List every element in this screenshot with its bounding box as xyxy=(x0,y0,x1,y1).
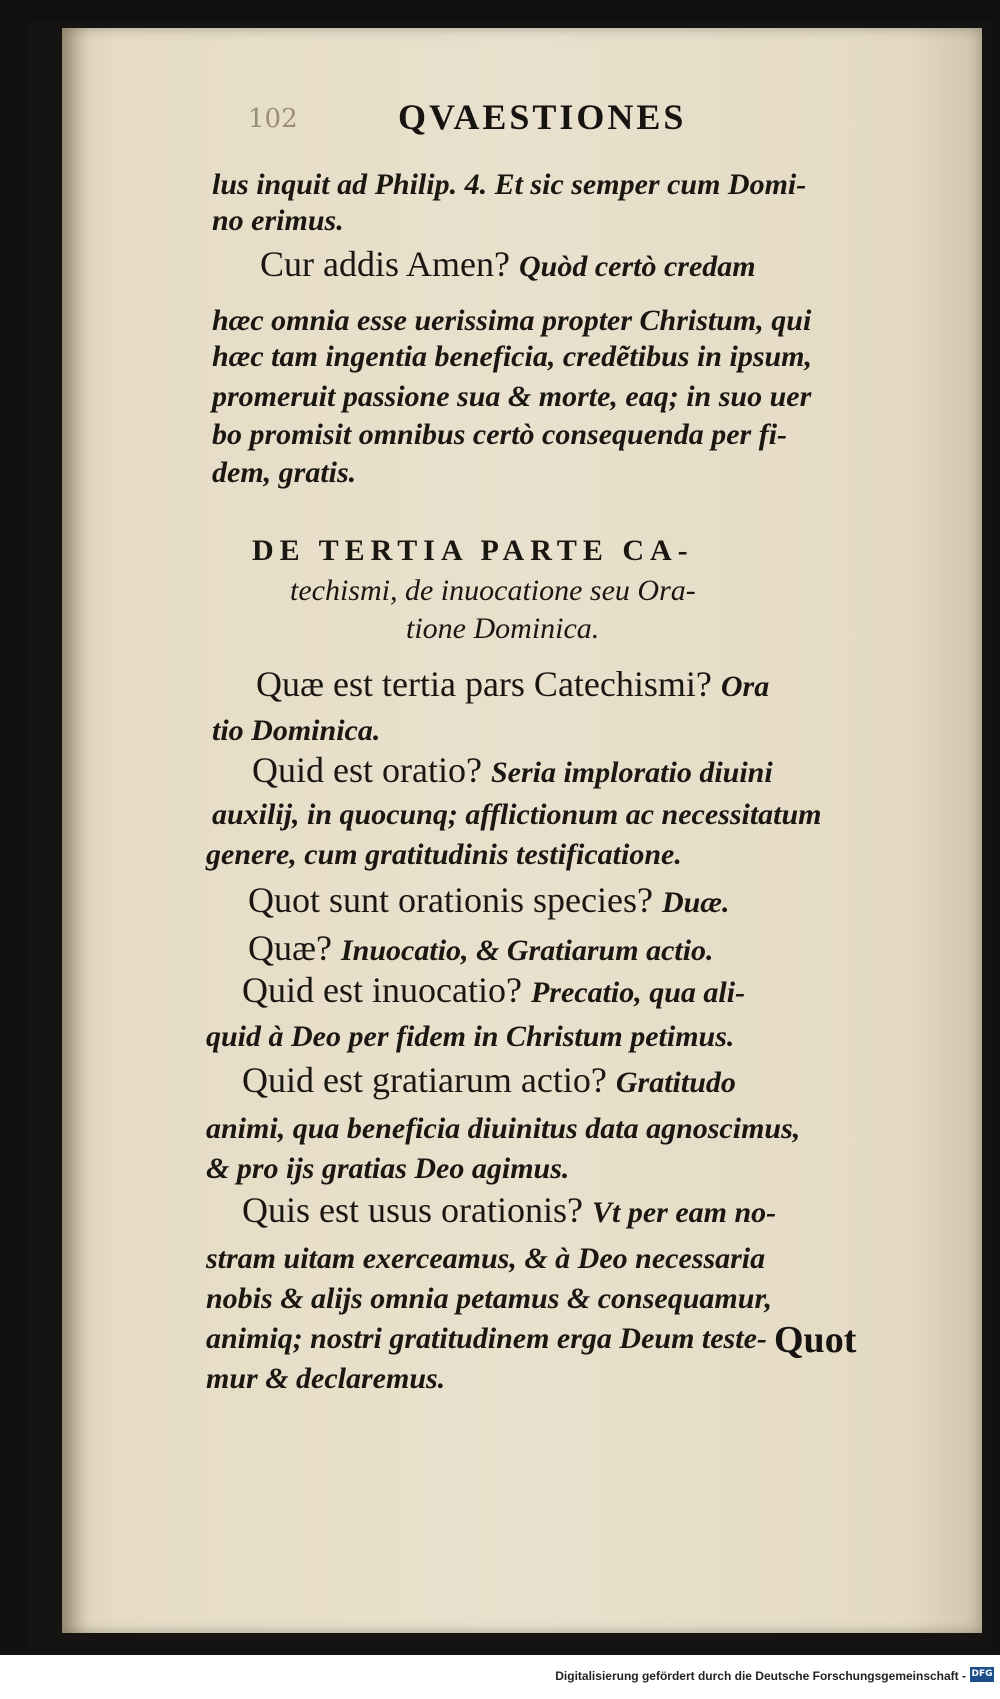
dfg-logo-icon: DFG xyxy=(970,1667,994,1682)
section-subheading: techismi, de inuocatione seu Ora- xyxy=(290,574,696,607)
text-line: hæc tam ingentia beneficia, credẽtibus in ipsum, xyxy=(212,340,813,373)
question-line: Quot sunt orationis species? Duæ. xyxy=(248,880,730,920)
text-line: bo promisit omnibus certò consequenda per fi- xyxy=(212,418,788,451)
text-line: auxilij, in quocunq; afflictionum ac necessitatum xyxy=(212,798,822,831)
gutter-shadow xyxy=(62,28,90,1633)
text-line: animi, qua beneficia diuinitus data agnoscimus, xyxy=(206,1112,801,1145)
text-line: dem, gratis. xyxy=(212,456,357,489)
text-line: quid à Deo per fidem in Christum petimus. xyxy=(206,1020,735,1053)
question-line: Quis est usus orationis? Vt per eam no- xyxy=(242,1190,777,1230)
running-head: QVAESTIONES xyxy=(398,97,687,137)
footer-bar xyxy=(0,1655,1000,1699)
section-heading: DE TERTIA PARTE CA- xyxy=(252,534,694,567)
catchword: Quot xyxy=(774,1319,857,1361)
text-line: mur & declaremus. xyxy=(206,1362,446,1395)
text-line: stram uitam exerceamus, & à Deo necessaria xyxy=(206,1242,766,1275)
text-line: lus inquit ad Philip. 4. Et sic semper cum Domi- xyxy=(212,168,807,201)
text-line: genere, cum gratitudinis testificatione. xyxy=(206,838,682,871)
text-line: nobis & alijs omnia petamus & consequamur, xyxy=(206,1282,772,1315)
text-line: no erimus. xyxy=(212,204,344,237)
text-line: tio Dominica. xyxy=(212,714,381,747)
question-line: Quæ? Inuocatio, & Gratiarum actio. xyxy=(248,928,714,968)
question-line: Cur addis Amen? Quòd certò credam xyxy=(260,244,756,284)
text-line: promeruit passione sua & morte, eaq; in suo uer xyxy=(212,380,812,413)
text-line: animiq; nostri gratitudinem erga Deum teste- xyxy=(206,1322,767,1355)
section-subheading: tione Dominica. xyxy=(406,612,600,645)
question-line: Quid est gratiarum actio? Gratitudo xyxy=(242,1060,736,1100)
question-line: Quæ est tertia pars Catechismi? Ora xyxy=(256,664,770,704)
funding-credit: Digitalisierung gefördert durch die Deutsche Forschungsgemeinschaft - xyxy=(555,1669,966,1683)
question-line: Quid est inuocatio? Precatio, qua ali- xyxy=(242,970,746,1010)
question-line: Quid est oratio? Seria imploratio diuini xyxy=(252,750,773,790)
text-line: hæc omnia esse uerissima propter Christum, qui xyxy=(212,304,812,337)
text-line: & pro ijs gratias Deo agimus. xyxy=(206,1152,570,1185)
page-number: 102 xyxy=(248,104,298,134)
